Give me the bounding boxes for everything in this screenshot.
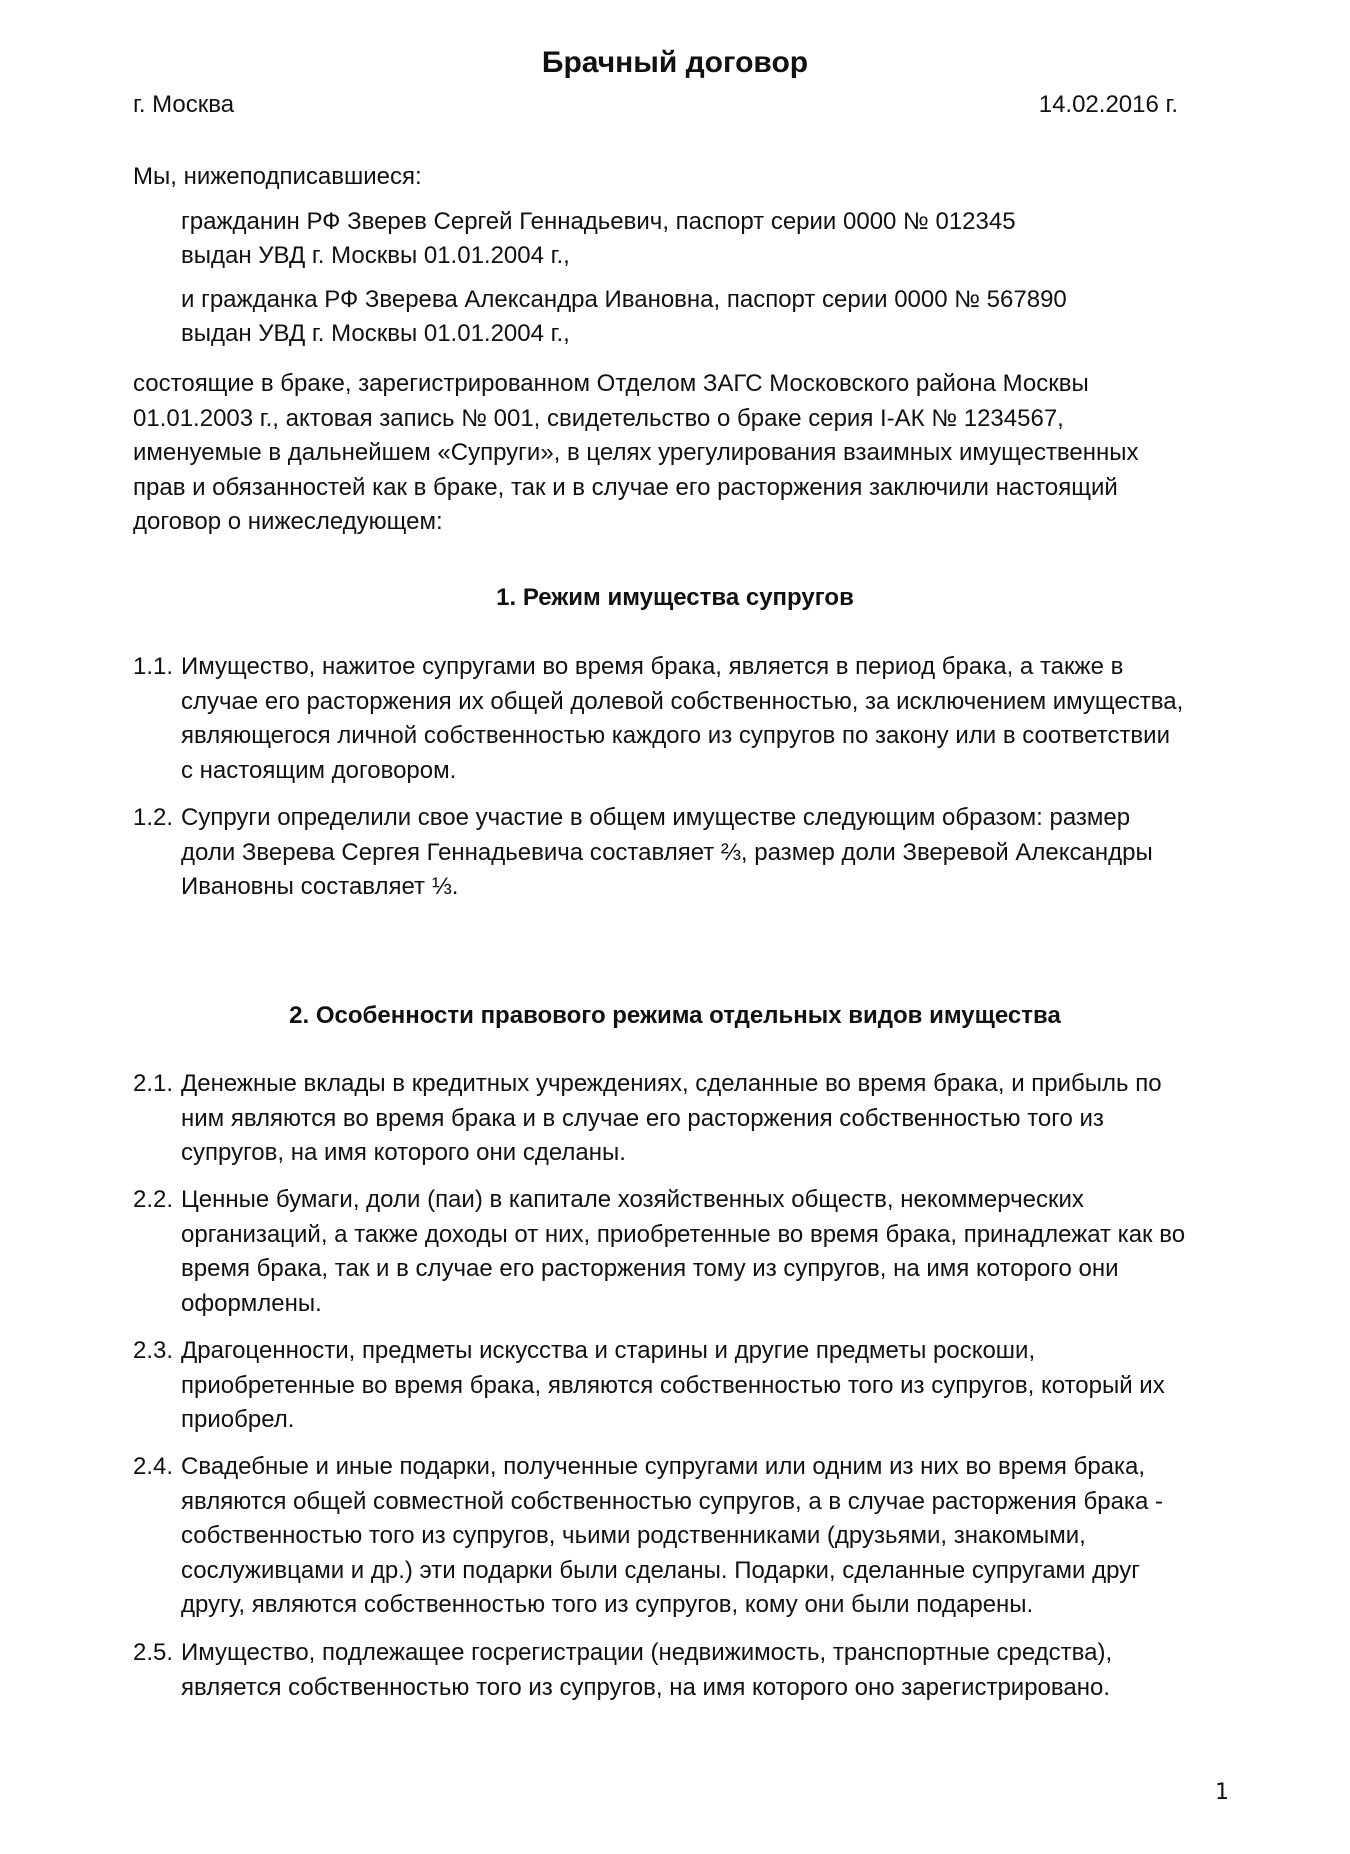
clause-line: является собственностью того из супругов, на имя которого оно зарегистрировано. — [181, 1673, 1110, 1701]
preamble-line: 01.01.2003 г., актовая запись № 001, свидетельство о браке серия I-АК № 1234567, — [133, 404, 1064, 432]
clause-line: супругов, на имя которого они сделаны. — [181, 1139, 626, 1166]
party1-line2: выдан УВД г. Москвы 01.01.2004 г., — [181, 242, 570, 269]
section-heading-2: 2. Особенности правового режима отдельных видов имущества — [289, 1002, 1061, 1029]
clause-line: Имущество, нажитое супругами во время брака, является в период брака, а также в — [181, 653, 1124, 680]
clause-line: Свадебные и иные подарки, полученные супругами или одним из них во время брака, — [181, 1453, 1146, 1480]
clause-1-2 — [133, 801, 1243, 905]
document-date: 14.02.2016 г. — [1038, 91, 1178, 118]
clause-line: организаций, а также доходы от них, приобретенные во время брака, принадлежат как во — [181, 1220, 1186, 1248]
clause-number: 1.1. — [133, 653, 174, 680]
clause-line: ним являются во время брака и в случае его расторжения собственностью того из — [181, 1104, 1104, 1132]
section-heading-1: 1. Режим имущества супругов — [496, 584, 854, 611]
clause-number: 2.1. — [133, 1070, 174, 1097]
preamble-line: прав и обязанностей как в браке, так и в случае его расторжения заключили настоящий — [133, 473, 1118, 501]
party2-line1: и гражданка РФ Зверева Александра Ивановна, паспорт серии 0000 № 567890 — [181, 286, 1067, 313]
intro-text: Мы, нижеподписавшиеся: — [133, 163, 422, 190]
clause-2-2 — [133, 1183, 1243, 1321]
clause-2-3 — [133, 1334, 1243, 1438]
document-title: Брачный договор — [541, 46, 809, 79]
party1-line1: гражданин РФ Зверев Сергей Геннадьевич, паспорт серии 0000 № 012345 — [181, 208, 1016, 235]
clause-line: Драгоценности, предметы искусства и старины и другие предметы роскоши, — [181, 1337, 1036, 1364]
clause-number: 2.5. — [133, 1639, 174, 1666]
party2-line2: выдан УВД г. Москвы 01.01.2004 г., — [181, 320, 570, 347]
clause-line: оформлены. — [181, 1289, 322, 1317]
clause-line: Денежные вклады в кредитных учреждениях, сделанные во время брака, и прибыль по — [181, 1070, 1162, 1097]
preamble-line: именуемые в дальнейшем «Супруги», в целях урегулирования взаимных имущественных — [133, 439, 1139, 466]
clause-number: 1.2. — [133, 804, 174, 831]
clause-line: являющегося личной собственностью каждого из супругов по закону или в соответствии — [181, 722, 1170, 749]
clause-2-4 — [133, 1450, 1243, 1623]
clause-number: 2.2. — [133, 1186, 174, 1213]
clause-line: с настоящим договором. — [181, 756, 457, 784]
clause-line: сослуживцами и др.) эти подарки были сделаны. Подарки, сделанные супругами друг — [181, 1556, 1140, 1584]
clause-line: Супруги определили свое участие в общем имуществе следующим образом: размер — [181, 804, 1131, 831]
clause-line: являются общей совместной собственностью супругов, а в случае расторжения брака - — [181, 1487, 1163, 1515]
clause-line: собственностью того из супругов, чьими родственниками (друзьями, знакомыми, — [181, 1522, 1086, 1549]
clause-line: доли Зверева Сергея Геннадьевича составляет ⅔, размер доли Зверевой Александры — [181, 838, 1153, 866]
clause-line: Ивановны составляет ⅓. — [181, 873, 459, 900]
clause-line: случае его расторжения их общей долевой собственностью, за исключением имущества, — [181, 687, 1184, 715]
clause-1-1 — [133, 650, 1243, 788]
preamble-line: состоящие в браке, зарегистрированном Отделом ЗАГС Московского района Москвы — [133, 370, 1089, 397]
clause-number: 2.3. — [133, 1337, 174, 1364]
clause-number: 2.4. — [133, 1453, 174, 1480]
clause-line: Имущество, подлежащее госрегистрации (недвижимость, транспортные средства), — [181, 1639, 1113, 1666]
preamble — [133, 367, 1243, 540]
preamble-line: договор о нижеследующем: — [133, 508, 443, 535]
clause-line: Ценные бумаги, доли (паи) в капитале хозяйственных обществ, некоммерческих — [181, 1186, 1084, 1213]
page-number: 1 — [1215, 1780, 1229, 1805]
clause-2-1 — [133, 1067, 1243, 1171]
place-of-signing: г. Москва — [133, 91, 235, 118]
clause-line: приобрел. — [181, 1406, 295, 1433]
clause-2-5 — [133, 1636, 1243, 1705]
clause-line: приобретенные во время брака, являются собственностью того из супругов, который их — [181, 1371, 1165, 1399]
clause-line: время брака, так и в случае его расторжения тому из супругов, на имя которого они — [181, 1255, 1119, 1282]
clause-line: другу, являются собственностью того из супругов, кому они были подарены. — [181, 1591, 1034, 1618]
